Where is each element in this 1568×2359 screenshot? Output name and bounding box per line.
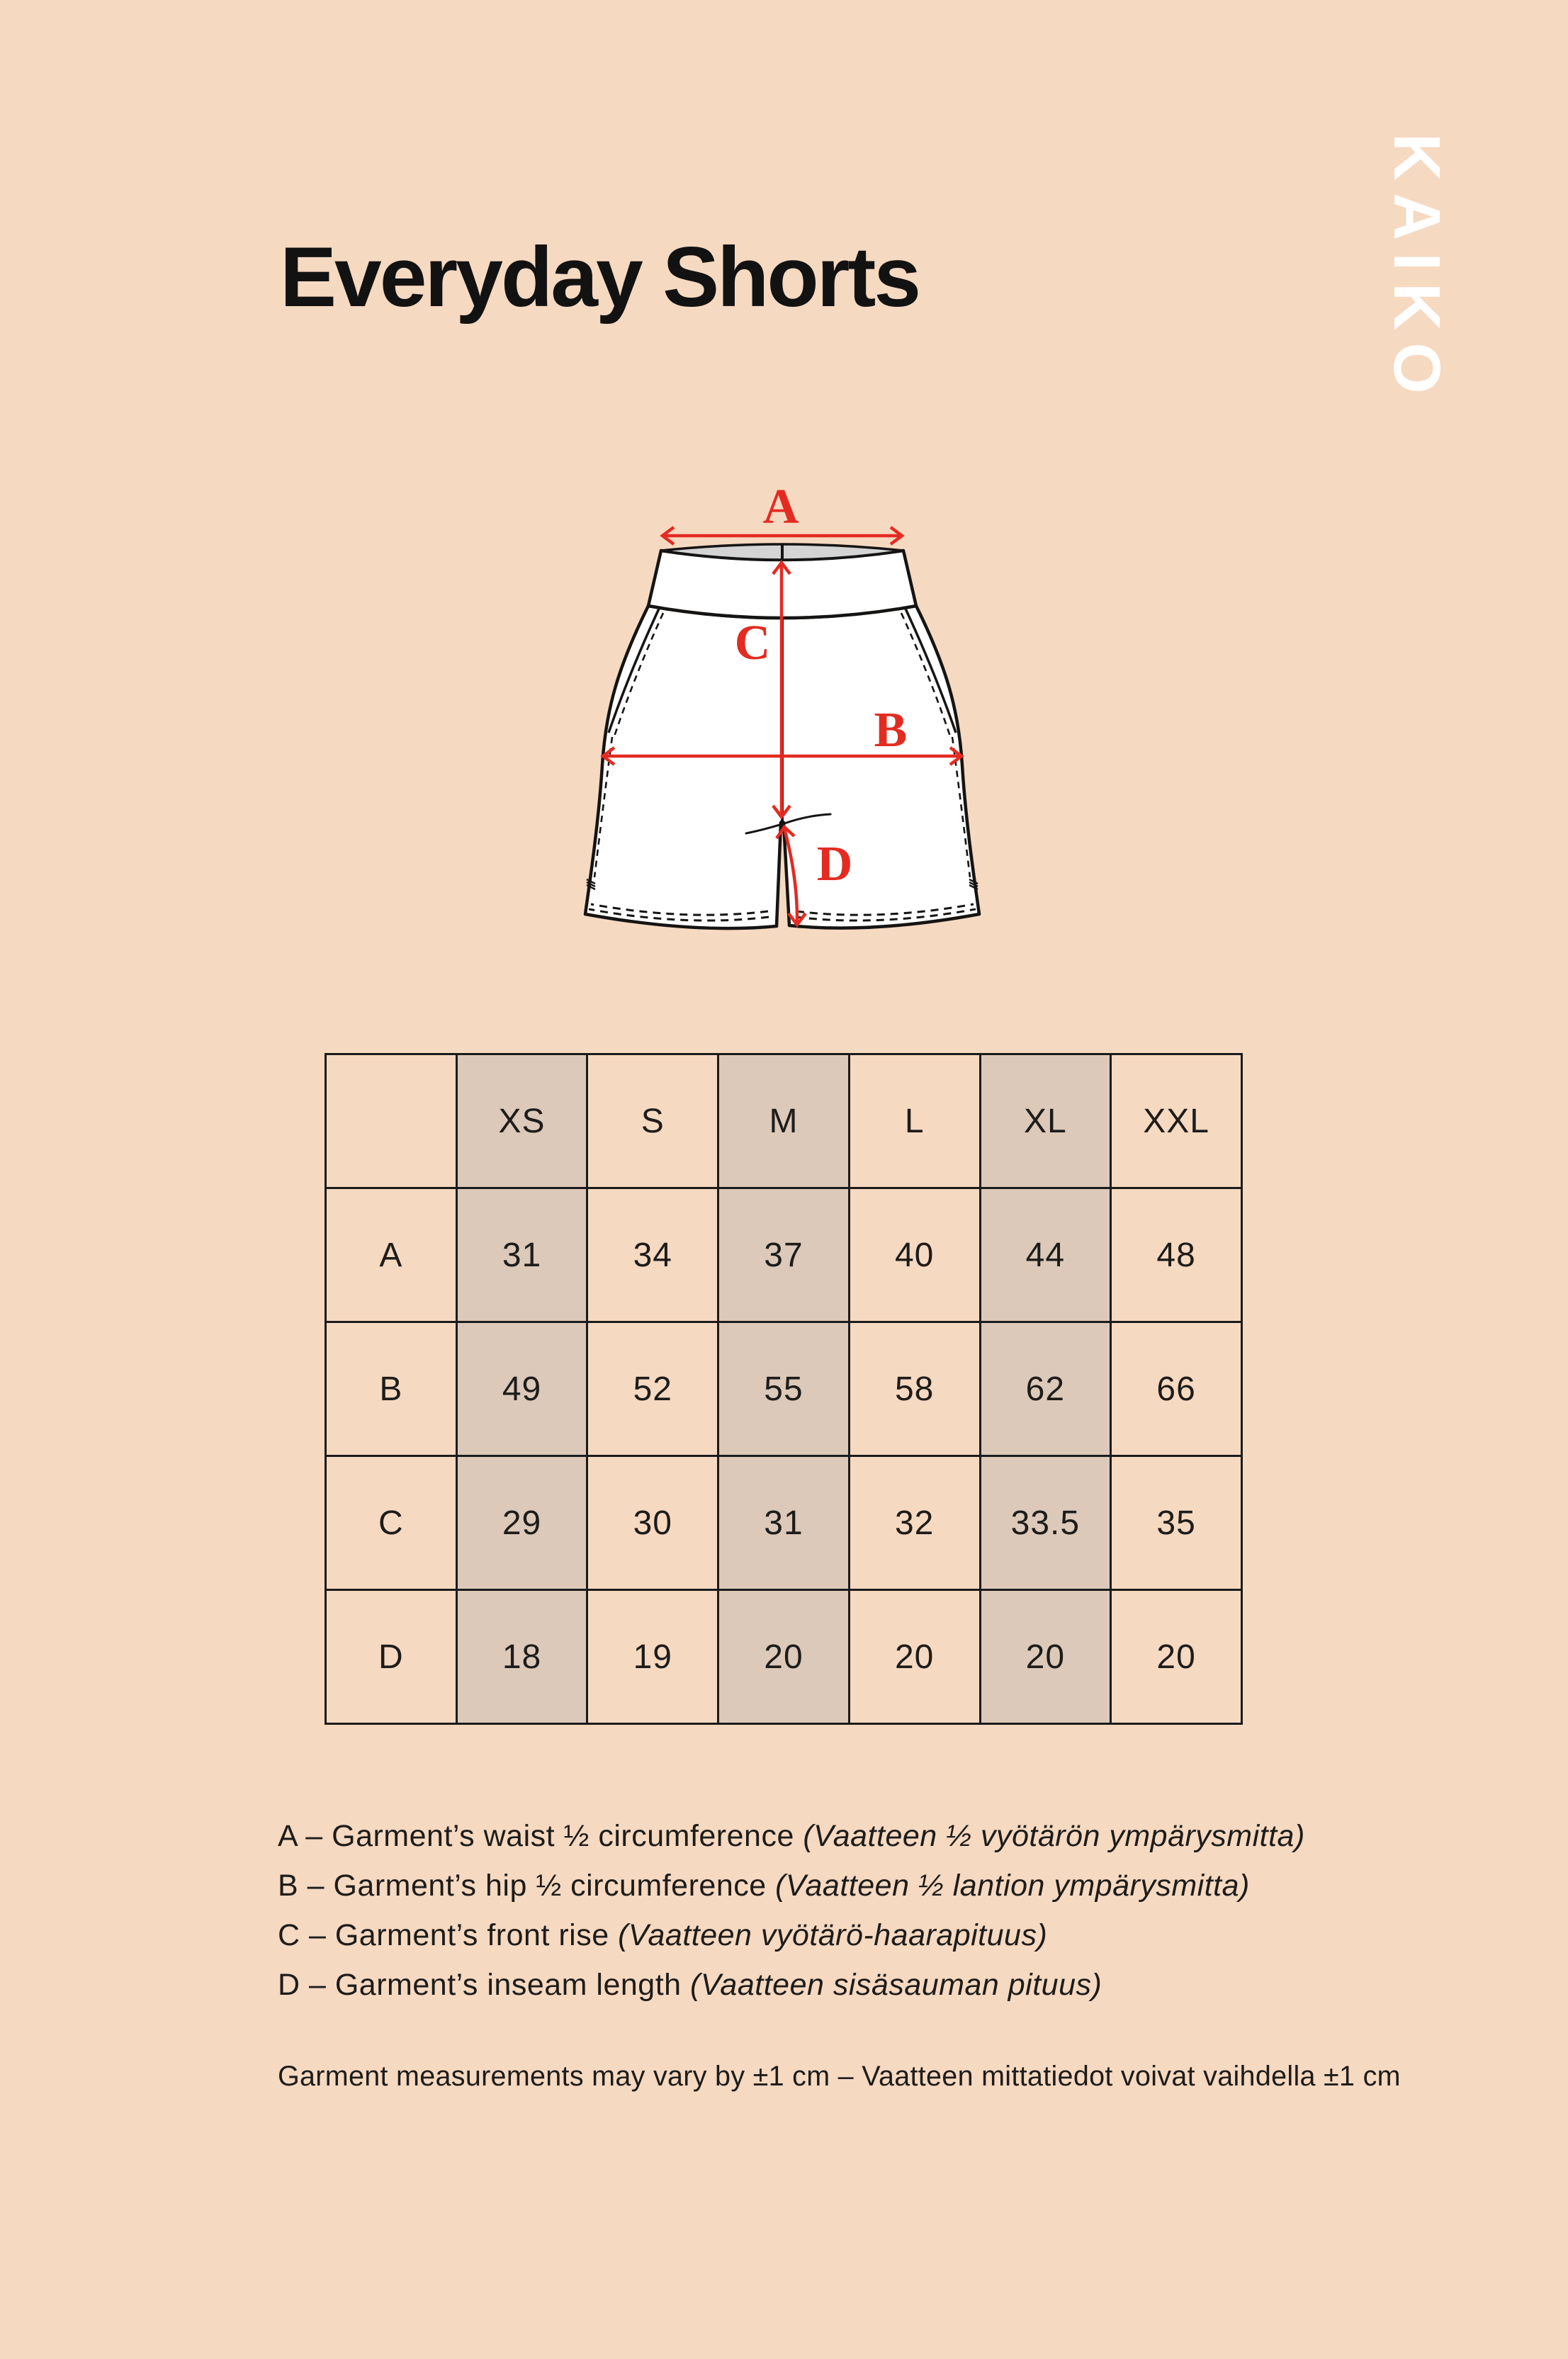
legend-text-fi: (Vaatteen ½ lantion ympärysmitta) bbox=[775, 1869, 1250, 1903]
size-value-cell: 18 bbox=[456, 1590, 587, 1724]
legend-text-en: C – Garment’s front rise bbox=[278, 1918, 619, 1952]
measure-row-label: C bbox=[326, 1456, 457, 1590]
page-title: Everyday Shorts bbox=[280, 230, 920, 325]
size-value-cell: 35 bbox=[1111, 1456, 1242, 1590]
legend-item bbox=[278, 1861, 1305, 1910]
size-value-cell: 48 bbox=[1111, 1188, 1242, 1322]
size-value-cell: 55 bbox=[718, 1322, 850, 1456]
size-value-cell: 20 bbox=[849, 1590, 980, 1724]
shorts-measurement-diagram bbox=[567, 461, 992, 957]
legend-text-fi: (Vaatteen sisäsauman pituus) bbox=[690, 1968, 1102, 2002]
legend-text-en: B – Garment’s hip ½ circumference bbox=[278, 1869, 776, 1903]
measure-label-b: B bbox=[874, 703, 908, 758]
size-value-cell: 52 bbox=[587, 1322, 718, 1456]
legend-item bbox=[278, 1811, 1305, 1861]
table-row bbox=[326, 1590, 1242, 1724]
size-value-cell: 30 bbox=[587, 1456, 718, 1590]
size-value-cell: 31 bbox=[456, 1188, 587, 1322]
size-value-cell: 32 bbox=[849, 1456, 980, 1590]
size-value-cell: 20 bbox=[718, 1590, 850, 1724]
size-value-cell: 31 bbox=[718, 1456, 850, 1590]
legend-item bbox=[278, 1910, 1305, 1960]
tolerance-disclaimer: Garment measurements may vary by ±1 cm – Vaatteen mittatiedot voivat vaihdella ±1 cm bbox=[278, 2061, 1401, 2092]
size-value-cell: 20 bbox=[980, 1590, 1111, 1724]
size-value-cell: 33.5 bbox=[980, 1456, 1111, 1590]
size-table-corner-cell bbox=[326, 1054, 457, 1188]
size-column-header: XL bbox=[980, 1054, 1111, 1188]
table-row bbox=[326, 1456, 1242, 1590]
size-value-cell: 20 bbox=[1111, 1590, 1242, 1724]
measure-row-label: B bbox=[326, 1322, 457, 1456]
size-column-header: S bbox=[587, 1054, 718, 1188]
size-column-header: L bbox=[849, 1054, 980, 1188]
measure-label-d: D bbox=[816, 837, 853, 891]
size-column-header: M bbox=[718, 1054, 850, 1188]
size-table bbox=[325, 1053, 1243, 1725]
measurement-legend bbox=[278, 1811, 1305, 2010]
measure-label-a: A bbox=[762, 480, 799, 534]
legend-text-en: A – Garment’s waist ½ circumference bbox=[278, 1819, 803, 1853]
size-value-cell: 40 bbox=[849, 1188, 980, 1322]
size-value-cell: 58 bbox=[849, 1322, 980, 1456]
size-value-cell: 62 bbox=[980, 1322, 1111, 1456]
size-value-cell: 37 bbox=[718, 1188, 850, 1322]
legend-text-fi: (Vaatteen ½ vyötärön ympärysmitta) bbox=[803, 1819, 1305, 1853]
measure-label-c: C bbox=[734, 616, 771, 670]
size-value-cell: 34 bbox=[587, 1188, 718, 1322]
legend-text-fi: (Vaatteen vyötärö-haarapituus) bbox=[618, 1918, 1048, 1952]
size-value-cell: 66 bbox=[1111, 1322, 1242, 1456]
legend-text-en: D – Garment’s inseam length bbox=[278, 1968, 691, 2002]
brand-logo-kaiko: KAIKO bbox=[1380, 133, 1454, 406]
table-row bbox=[326, 1322, 1242, 1456]
measure-row-label: D bbox=[326, 1590, 457, 1724]
size-column-header: XS bbox=[456, 1054, 587, 1188]
table-row bbox=[326, 1188, 1242, 1322]
size-value-cell: 44 bbox=[980, 1188, 1111, 1322]
size-column-header: XXL bbox=[1111, 1054, 1242, 1188]
size-value-cell: 29 bbox=[456, 1456, 587, 1590]
size-table-header-row bbox=[326, 1054, 1242, 1188]
size-value-cell: 49 bbox=[456, 1322, 587, 1456]
measure-row-label: A bbox=[326, 1188, 457, 1322]
legend-item bbox=[278, 1960, 1305, 2010]
size-value-cell: 19 bbox=[587, 1590, 718, 1724]
